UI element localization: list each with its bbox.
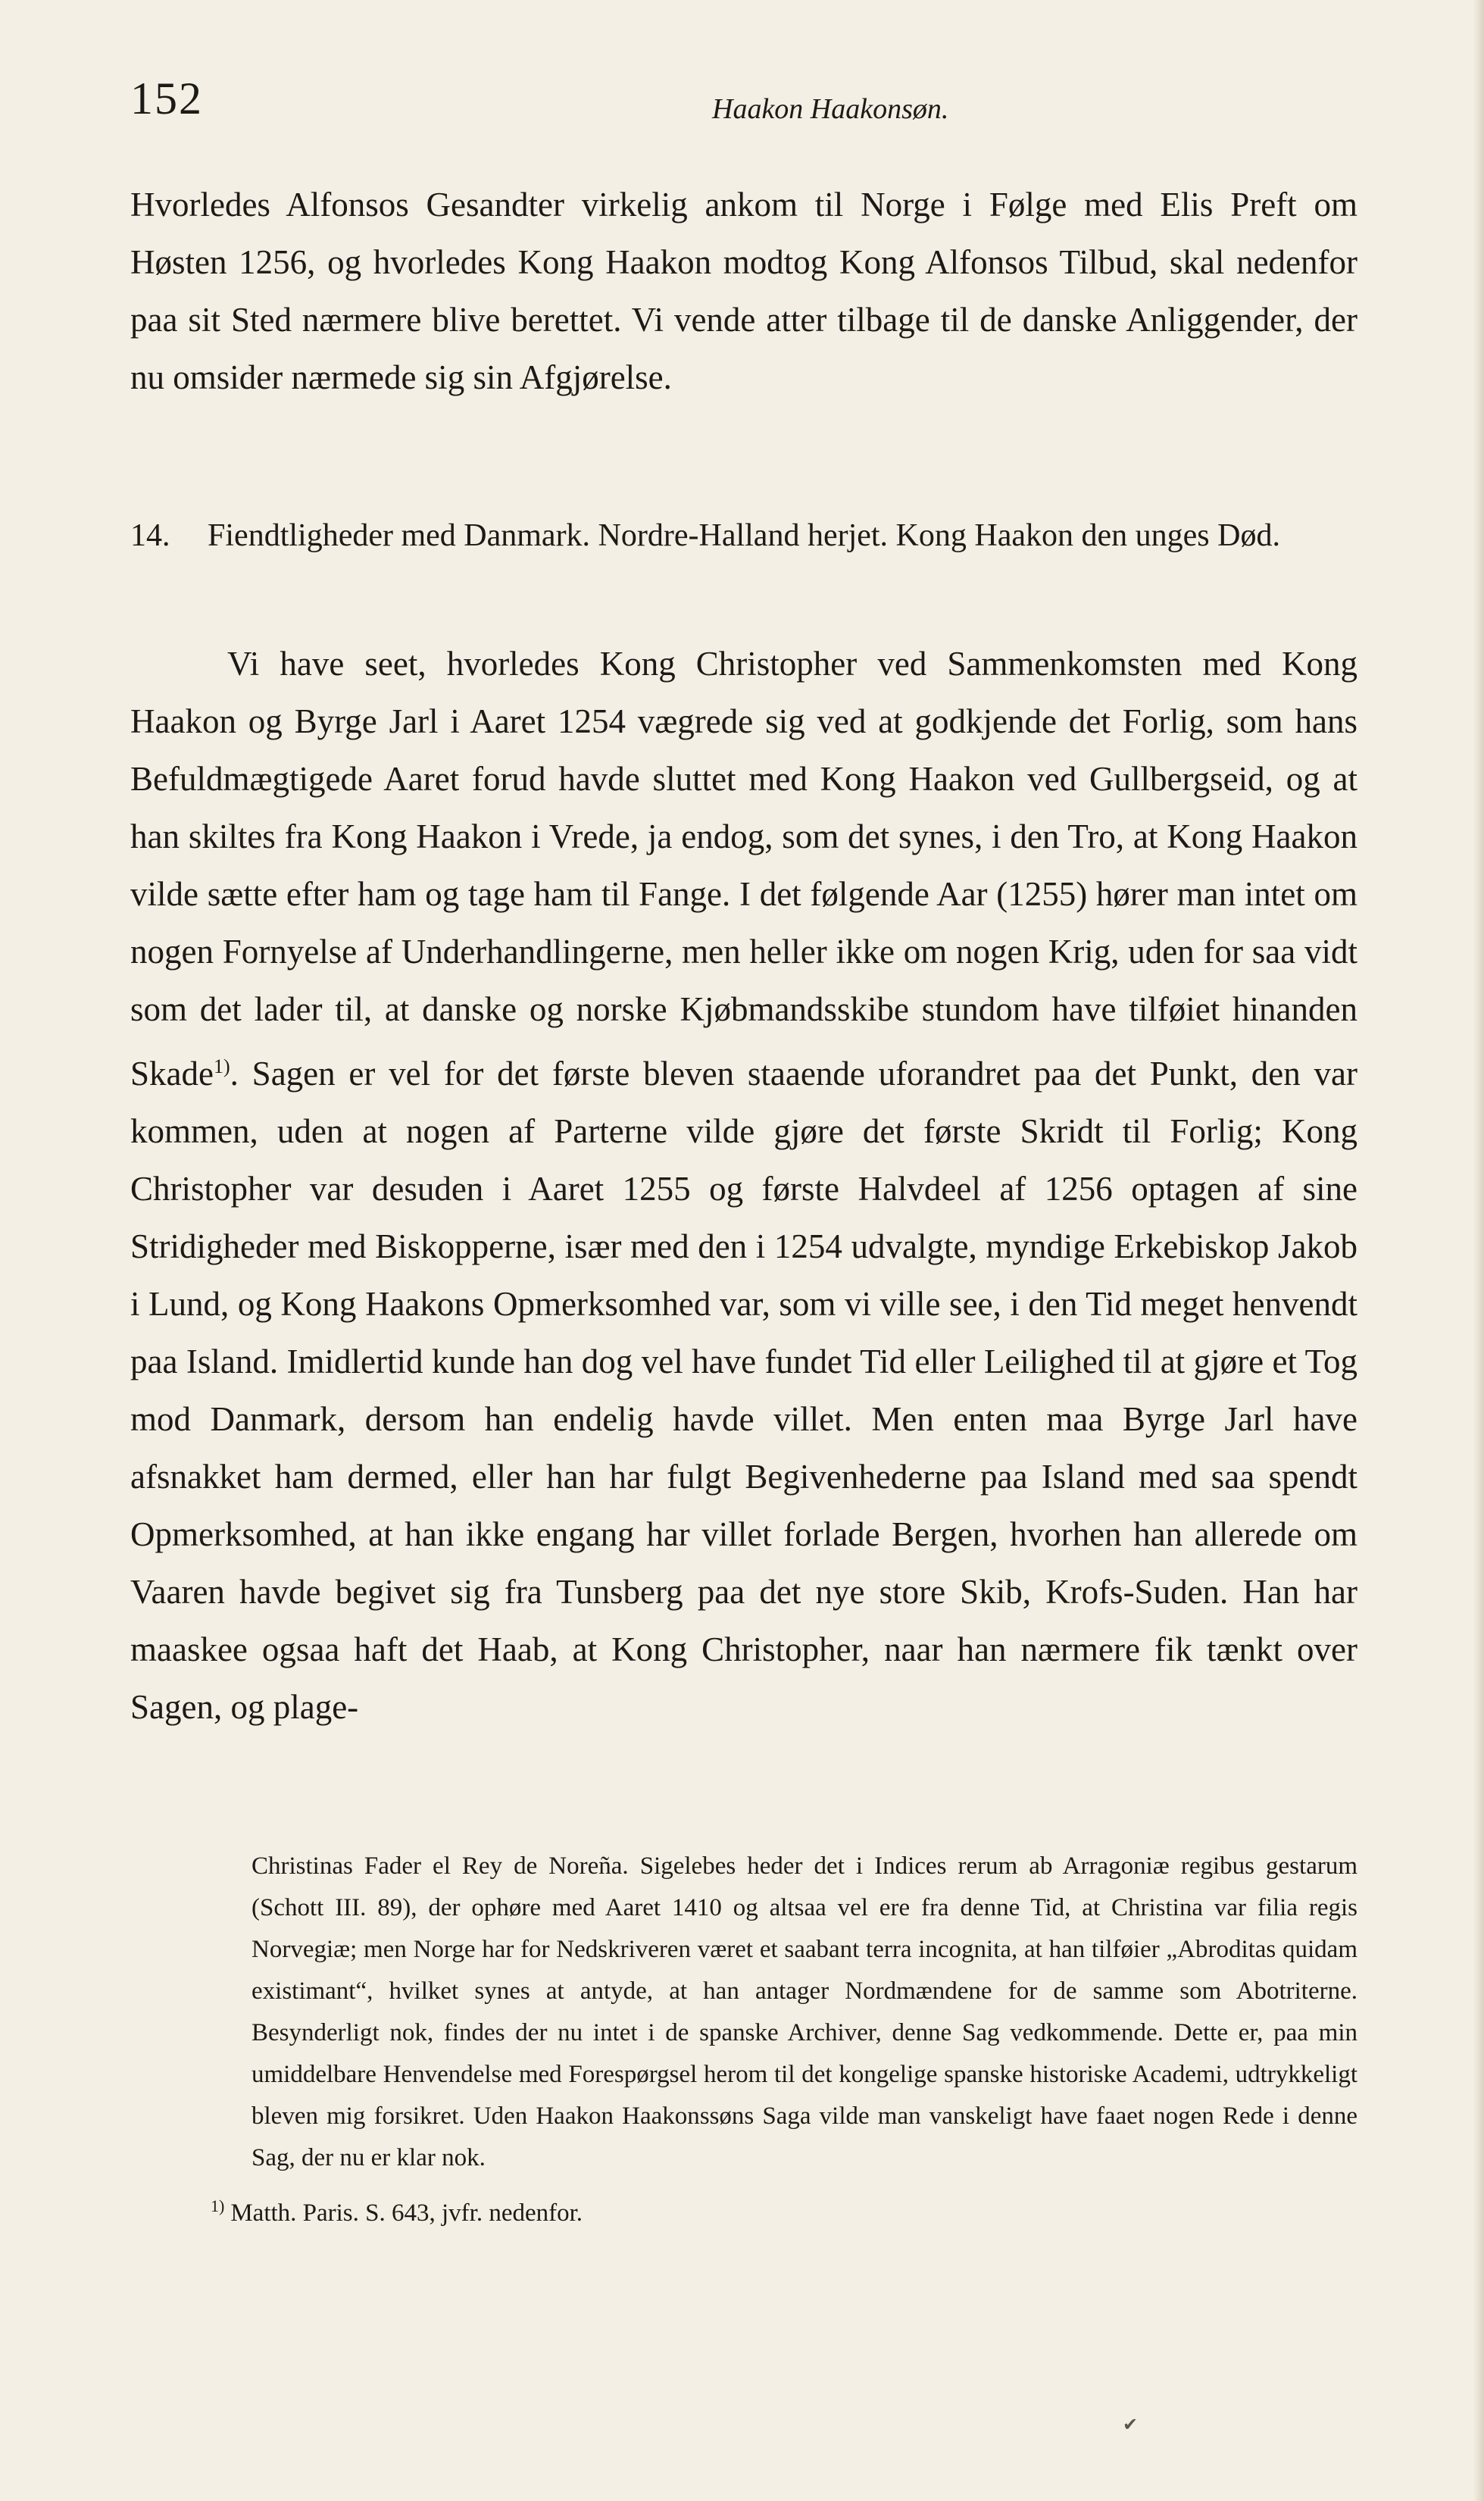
section-number: 14. xyxy=(130,518,170,553)
page-edge-shadow xyxy=(1473,0,1484,2501)
footnotes xyxy=(130,1846,1357,2234)
footnote-1-mark: 1) xyxy=(211,2196,225,2215)
paragraph-2-text-a: Vi have seet, hvorledes Kong Christopher ved Sammenkomsten med Kong Haakon og Byrge Jarl i Aaret 1254 vægrede sig ved at godkjende det Forlig, som hans Befuldmægtigede Aaret forud havde sluttet med Kong Haakon ved Gullbergseid, og at han skiltes fra Kong Haakon i Vrede, ja endog, som det synes, i den Tro, at Kong Haakon vilde sætte efter ham og tage ham til Fange. I det følgende Aar (1255) hører man intet om nogen Fornyelse af Underhandlingerne, men heller ikke om nogen Krig, uden for saa vidt som det lader til, at danske og norske Kjøbmandsskibe stundom have tilføiet hinanden Skade xyxy=(130,645,1357,1093)
stray-mark: ✔ xyxy=(1123,2414,1139,2435)
running-head: Haakon Haakonsøn. xyxy=(712,93,949,125)
page-number: 152 xyxy=(130,73,203,123)
footnote-1 xyxy=(211,2185,1357,2234)
paragraph-1: Hvorledes Alfonsos Gesandter virkelig ankom til Norge i Følge med Elis Preft om Høsten 1256, og hvorledes Kong Haakon modtog Kong Alfonsos Tilbud, skal nedenfor paa sit Sted nærmere blive berettet. Vi vende atter tilbage til de danske Anliggender, der nu omsider nærmede sig sin Afgjørelse. xyxy=(130,186,1357,396)
footnote-marker: 1) xyxy=(213,1055,230,1077)
footnote-continuation: Christinas Fader el Rey de Noreña. Sigelebes heder det i Indices rerum ab Arragoniæ regibus gestarum (Schott III. 89), der ophøre med Aaret 1410 og altsaa vel ere fra denne Tid, at Christina var filia regis Norvegiæ; men Norge har for Nedskriveren været et saabant terra incognita, at han tilføier „Abroditas quidam existimant“, hvilket synes at antyde, at han antager Nordmændene for de samme som Abotriterne. Besynderligt nok, findes der nu intet i de spanske Archiver, denne Sag vedkommende. Dette er, paa min umiddelbare Henvendelse med Forespørgsel herom til det kongelige spanske historiske Academi, udtrykkeligt bleven mig forsikret. Uden Haakon Haakonssøns Saga vilde man vanskeligt have faaet nogen Rede i denne Sag, der nu er klar nok. xyxy=(251,1852,1357,2171)
footnote-1-text: Matth. Paris. S. 643, jvfr. nedenfor. xyxy=(230,2199,583,2227)
paragraph-2-text-b: . Sagen er vel for det første bleven staaende uforandret paa det Punkt, den var kommen, uden at nogen af Parterne vilde gjøre det første Skridt til Forlig; Kong Christopher var desuden i Aaret 1255 og første Halvdeel af 1256 optagen af sine Stridigheder med Biskopperne, især med den i 1254 udvalgte, myndige Erkebiskop Jakob i Lund, og Kong Haakons Opmerksomhed var, som vi ville see, i den Tid meget henvendt paa Island. Imidlertid kunde han dog vel have fundet Tid eller Leilighed til at gjøre et Tog mod Danmark, dersom han endelig havde villet. Men enten maa Byrge Jarl have afsnakket ham dermed, eller han har fulgt Begivenhederne paa Island med saa spendt Opmerksomhed, at han ikke engang har villet forlade Bergen, hvorhen han allerede om Vaaren havde begivet sig fra Tunsberg paa det nye store Skib, Krofs-Suden. Han har maaskee ogsaa haft det Haab, at Kong Christopher, naar han nærmere fik tænkt over Sagen, og plage- xyxy=(130,1055,1357,1726)
section-title: Fiendtligheder med Danmark. Nordre-Halland herjet. Kong Haakon den unges Død. xyxy=(208,518,1280,553)
paragraph-2 xyxy=(130,635,1357,1736)
section-heading xyxy=(130,509,1357,562)
